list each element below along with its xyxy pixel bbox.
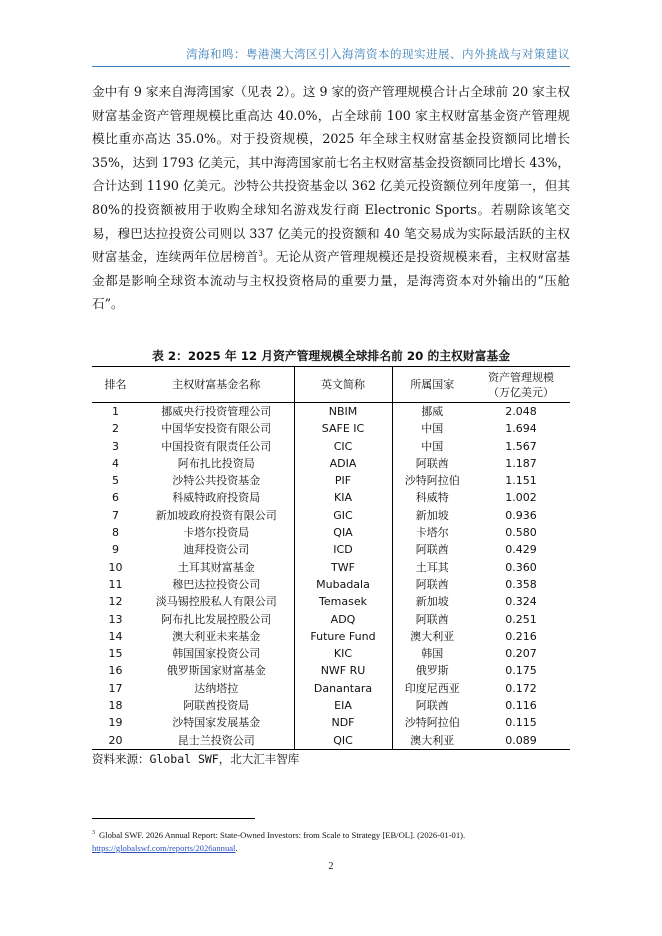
cell-country: 沙特阿拉伯 <box>404 474 460 488</box>
cell-aum: 0.251 <box>505 612 537 626</box>
cell-aum: 1.694 <box>505 422 537 436</box>
body-paragraph <box>92 80 570 316</box>
cell-english-abbr: Danantara <box>294 680 392 697</box>
cell-aum: 1.187 <box>505 456 537 470</box>
page-number: 2 <box>328 861 334 872</box>
cell-rank: 5 <box>112 474 119 488</box>
cell-rank: 8 <box>112 526 119 540</box>
table-row <box>92 524 570 541</box>
footnote-marker: 3 <box>92 830 95 837</box>
cell-country: 印度尼西亚 <box>404 681 460 695</box>
cell-country: 阿联酋 <box>415 543 449 557</box>
cell-english-abbr: KIA <box>294 489 392 506</box>
cell-fund-name: 新加坡政府投资有限公司 <box>155 508 277 522</box>
cell-rank: 2 <box>112 422 119 436</box>
cell-rank: 17 <box>108 681 123 695</box>
table-caption: 表 2：2025 年 12 月资产管理规模全球排名前 20 的主权财富基金 <box>151 349 511 363</box>
cell-country: 阿联酋 <box>415 699 449 713</box>
cell-aum: 0.216 <box>505 629 537 643</box>
sovereign-fund-table <box>92 366 570 750</box>
cell-fund-name: 穆巴达拉投资公司 <box>172 577 261 591</box>
table-row <box>92 662 570 679</box>
table-row <box>92 576 570 593</box>
cell-fund-name: 科威特政府投资局 <box>172 491 261 505</box>
cell-english-abbr: NDF <box>294 714 392 731</box>
cell-country: 卡塔尔 <box>415 526 449 540</box>
table-row <box>92 628 570 645</box>
body-text <box>92 80 570 316</box>
cell-aum: 0.172 <box>505 681 537 695</box>
footnote-reference[interactable]: 3 <box>258 249 263 258</box>
cell-english-abbr: Mubadala <box>294 576 392 593</box>
cell-fund-name: 阿联酋投资局 <box>183 699 250 713</box>
cell-rank: 6 <box>112 491 119 505</box>
cell-fund-name: 卡塔尔投资局 <box>183 526 250 540</box>
cell-aum: 0.324 <box>505 595 537 609</box>
paragraph-main: 金中有 9 家来自海湾国家（见表 2）。这 9 家的资产管理规模合计占全球前 20 家主权财富基金资产管理规模比重高达 40.0%，占全球前 100 家主权财富基金资产管理规模比重亦高达 35.0%。对于投资规模，2025 年全球主权财富基金投资额同比增长 35%，达到 1793 亿美元，其中海湾国家前七名主权财富基金投资额同比增长 43%，合计达到 1190 亿美元。沙特公共投资基金以 362 亿美元投资额位列年度第一，但其 80%的投资额被用于收购全球知名游戏发行商 Electronic Sports。若剔除该笔交易，穆巴达拉投资公司则以 337 亿美元的投资额和 40 笔交易成为实际最活跃的主权财富基金，连续两年位居榜首 <box>92 84 570 265</box>
cell-rank: 11 <box>108 577 123 591</box>
cell-rank: 10 <box>108 560 123 574</box>
cell-aum: 0.936 <box>505 508 537 522</box>
header-aum <box>472 367 570 403</box>
cell-english-abbr: PIF <box>294 472 392 489</box>
cell-aum: 0.175 <box>505 664 537 678</box>
footnote-link-suffix: . <box>235 843 238 853</box>
cell-aum: 0.358 <box>505 577 537 591</box>
cell-country: 中国 <box>421 439 444 453</box>
cell-country: 阿联酋 <box>415 612 449 626</box>
table-row <box>92 507 570 524</box>
running-header: 湾海和鸣：粤港澳大湾区引入海湾资本的现实进展、内外挑战与对策建议 <box>186 47 570 61</box>
cell-country: 新加坡 <box>415 595 449 609</box>
cell-rank: 9 <box>112 543 119 557</box>
cell-rank: 18 <box>108 699 123 713</box>
cell-fund-name: 淡马锡控股私人有限公司 <box>155 595 277 609</box>
cell-country: 土耳其 <box>415 560 449 574</box>
table-row <box>92 438 570 455</box>
cell-country: 科威特 <box>415 491 449 505</box>
cell-aum: 0.089 <box>505 733 537 747</box>
cell-rank: 14 <box>108 629 123 643</box>
table-row <box>92 611 570 628</box>
cell-rank: 15 <box>108 647 123 661</box>
cell-fund-name: 迪拜投资公司 <box>183 543 250 557</box>
table-row <box>92 541 570 558</box>
cell-aum: 0.115 <box>505 716 537 730</box>
cell-english-abbr: QIC <box>294 732 392 750</box>
cell-country: 沙特阿拉伯 <box>404 716 460 730</box>
header-country: 所属国家 <box>410 378 455 391</box>
cell-rank: 20 <box>108 733 123 747</box>
table-row <box>92 403 570 421</box>
cell-rank: 19 <box>108 716 123 730</box>
footnote-link[interactable]: https://globalswf.com/reports/2026annual <box>92 843 236 853</box>
cell-country: 中国 <box>421 422 444 436</box>
cell-fund-name: 阿布扎比投资局 <box>177 456 255 470</box>
header-aum-line2: （万亿美元） <box>488 385 554 399</box>
cell-rank: 4 <box>112 456 119 470</box>
cell-english-abbr: SAFE IC <box>294 420 392 437</box>
cell-country: 新加坡 <box>415 508 449 522</box>
cell-english-abbr: ADIA <box>294 455 392 472</box>
cell-aum: 2.048 <box>505 405 537 418</box>
cell-country: 澳大利亚 <box>410 733 455 747</box>
cell-country: 阿联酋 <box>415 577 449 591</box>
cell-fund-name: 昆士兰投资公司 <box>177 733 255 747</box>
cell-rank: 16 <box>108 664 123 678</box>
cell-english-abbr: Future Fund <box>294 628 392 645</box>
cell-english-abbr: TWF <box>294 559 392 576</box>
header-divider <box>92 66 570 67</box>
cell-english-abbr: ICD <box>294 541 392 558</box>
cell-fund-name: 沙特公共投资基金 <box>172 474 261 488</box>
cell-english-abbr: KIC <box>294 645 392 662</box>
cell-fund-name: 土耳其财富基金 <box>177 560 255 574</box>
cell-aum: 0.360 <box>505 560 537 574</box>
table-row <box>92 559 570 576</box>
cell-fund-name: 沙特国家发展基金 <box>172 716 261 730</box>
cell-country: 阿联酋 <box>415 456 449 470</box>
cell-rank: 3 <box>112 439 119 453</box>
cell-fund-name: 中国投资有限责任公司 <box>161 439 272 453</box>
cell-aum: 0.429 <box>505 543 537 557</box>
cell-english-abbr: CIC <box>294 438 392 455</box>
cell-fund-name: 韩国国家投资公司 <box>172 647 261 661</box>
cell-aum: 0.207 <box>505 647 537 661</box>
cell-english-abbr: EIA <box>294 697 392 714</box>
table-row <box>92 420 570 437</box>
cell-fund-name: 达纳塔拉 <box>194 681 239 695</box>
cell-aum: 1.002 <box>505 491 537 505</box>
cell-aum: 0.580 <box>505 526 537 540</box>
table-row <box>92 472 570 489</box>
cell-english-abbr: QIA <box>294 524 392 541</box>
cell-rank: 13 <box>108 612 123 626</box>
cell-english-abbr: NBIM <box>294 403 392 421</box>
table-row <box>92 697 570 714</box>
table-row <box>92 680 570 697</box>
cell-rank: 1 <box>112 405 119 418</box>
footnote-text: Global SWF. 2026 Annual Report: State-Owned Investors: from Scale to Strategy [EB/OL]. (2026-01-01). <box>99 830 466 840</box>
cell-english-abbr: NWF RU <box>294 662 392 679</box>
cell-fund-name: 中国华安投资有限公司 <box>161 422 272 436</box>
footnote <box>92 829 572 855</box>
header-rank: 排名 <box>104 378 127 391</box>
cell-english-abbr: ADQ <box>294 611 392 628</box>
cell-aum: 1.567 <box>505 439 537 453</box>
cell-country: 挪威 <box>421 405 444 418</box>
cell-fund-name: 挪威央行投资管理公司 <box>161 405 272 418</box>
cell-fund-name: 俄罗斯国家财富基金 <box>166 664 266 678</box>
table-row <box>92 455 570 472</box>
cell-country: 韩国 <box>421 647 444 661</box>
table-row <box>92 714 570 731</box>
table-row <box>92 593 570 610</box>
table-row <box>92 732 570 750</box>
cell-aum: 1.151 <box>505 474 537 488</box>
cell-english-abbr: Temasek <box>294 593 392 610</box>
cell-rank: 7 <box>112 508 119 522</box>
paragraph-tail: 。无论从资产管理规模还是投资规模来看，主权财富基金都是影响全球资本流动与主权投资格局的重要力量，是海湾资本对外输出的“压舱石”。 <box>92 249 571 312</box>
cell-rank: 12 <box>108 595 123 609</box>
table-row <box>92 645 570 662</box>
table-header-row <box>92 367 570 403</box>
header-english-abbr: 英文简称 <box>294 367 392 403</box>
cell-english-abbr: GIC <box>294 507 392 524</box>
header-fund-name: 主权财富基金名称 <box>172 378 261 391</box>
cell-aum: 0.116 <box>505 699 537 713</box>
footnote-divider <box>92 818 255 819</box>
cell-country: 澳大利亚 <box>410 629 455 643</box>
table-row <box>92 489 570 506</box>
cell-fund-name: 阿布扎比发展控股公司 <box>161 612 272 626</box>
header-aum-line1: 资产管理规模 <box>488 370 554 384</box>
cell-country: 俄罗斯 <box>415 664 449 678</box>
cell-fund-name: 澳大利亚未来基金 <box>172 629 261 643</box>
table-source: 资料来源：Global SWF，北大汇丰智库 <box>92 752 300 766</box>
